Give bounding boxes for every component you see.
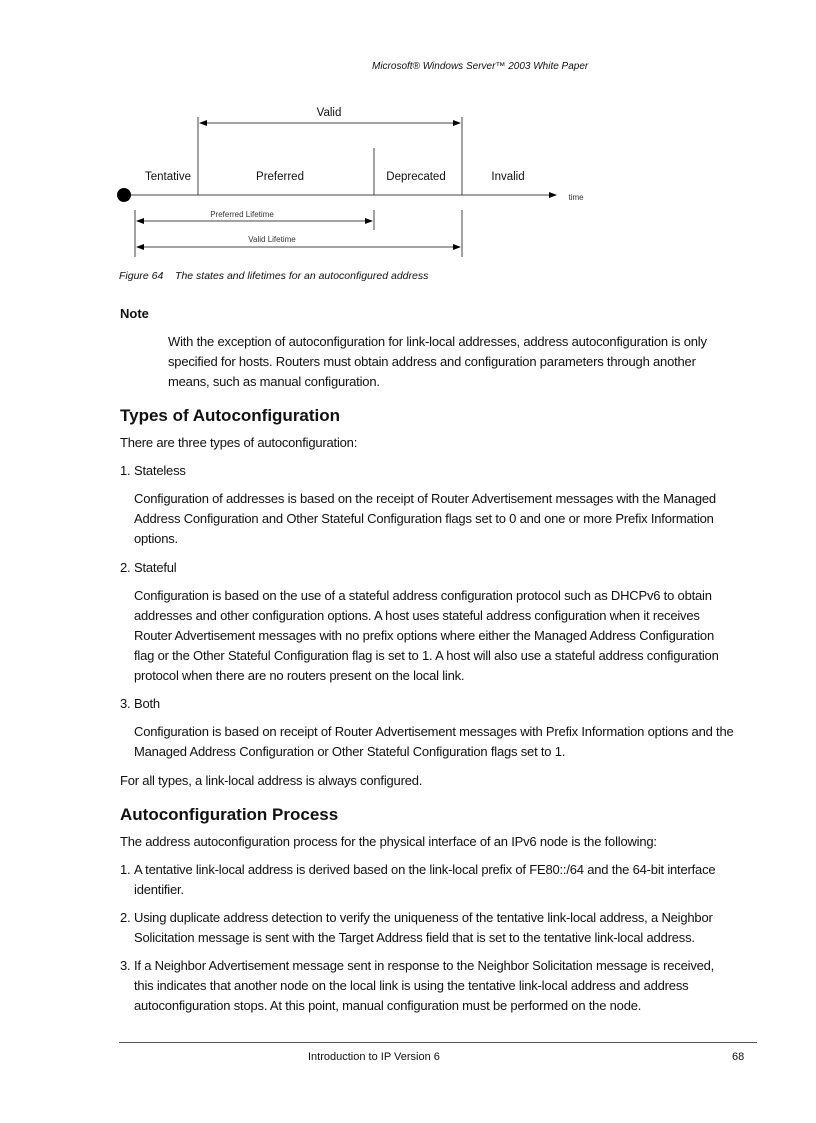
list-item-title: Stateless <box>134 463 186 478</box>
list-item-text: If a Neighbor Advertisement message sent in response to the Neighbor Solicitation message is received, this indicates that another node on the local link is using the tentative link-local address and address autoconfiguration stops. At this point, manual configuration must be performed on the node. <box>134 958 715 1013</box>
types-heading: Types of Autoconfiguration <box>120 406 341 425</box>
running-header: Microsoft® Windows Server™ 2003 White Paper <box>372 61 589 72</box>
label-valid: Valid <box>316 107 342 119</box>
page-number: 68 <box>732 1051 745 1063</box>
label-tentative: Tentative <box>144 171 192 183</box>
list-item-text: Using duplicate address detection to verify the uniqueness of the tentative link-local address, a Neighbor Solicitation message is sent with the Target Address field that is set to the tentative link-local address. <box>134 910 713 945</box>
types-outro: For all types, a link-local address is always configured. <box>120 773 423 788</box>
footer-title: Introduction to IP Version 6 <box>308 1051 440 1063</box>
address-states-diagram <box>0 0 816 290</box>
note-text: With the exception of autoconfiguration for link-local addresses, address autoconfiguration is only specified for hosts. Routers must obtain address and configuration parameters through another means, such as manual configuration. <box>168 334 707 389</box>
list-number: 3. <box>120 696 131 711</box>
types-intro: There are three types of autoconfiguration: <box>120 435 358 450</box>
list-item-text: Configuration is based on receipt of Router Advertisement messages with Prefix Information options and the Managed Address Configuration or Other Stateful Configuration flags set to 1. <box>134 724 734 759</box>
label-valid-lifetime: Valid Lifetime <box>248 235 296 244</box>
note-title: Note <box>120 306 149 321</box>
list-item-title: Both <box>134 696 160 711</box>
label-deprecated: Deprecated <box>386 171 446 183</box>
footer-divider <box>119 1042 757 1043</box>
label-preferred: Preferred <box>256 171 304 183</box>
list-number: 1. <box>120 862 131 877</box>
process-heading: Autoconfiguration Process <box>120 805 339 824</box>
list-item-title: Stateful <box>134 560 177 575</box>
label-time: time <box>568 193 584 202</box>
list-item-text: A tentative link-local address is derived based on the link-local prefix of FE80::/64 and the 64-bit interface identifier. <box>134 862 716 897</box>
figure-caption: Figure 64 The states and lifetimes for an autoconfigured address <box>119 270 429 282</box>
list-item-text: Configuration of addresses is based on the receipt of Router Advertisement messages with the Managed Address Configuration and Other Stateful Configuration flags set to 0 and one or more Prefix Information options. <box>134 491 716 546</box>
label-invalid: Invalid <box>491 171 525 183</box>
list-number: 2. <box>120 910 131 925</box>
start-dot <box>117 188 131 202</box>
process-intro: The address autoconfiguration process for the physical interface of an IPv6 node is the following: <box>120 834 657 849</box>
list-number: 1. <box>120 463 131 478</box>
label-preferred-lifetime: Preferred Lifetime <box>210 210 274 219</box>
list-number: 3. <box>120 958 131 973</box>
list-number: 2. <box>120 560 131 575</box>
list-item-text: Configuration is based on the use of a stateful address configuration protocol such as DHCPv6 to obtain addresses and other configuration options. A host uses stateful address configuration when it receives Router Advertisement messages with no prefix options where either the Managed Address Configuration flag or the Other Stateful Configuration flag is set to 1. A host will also use a stateful address configuration protocol when there are no routers present on the local link. <box>134 588 719 683</box>
